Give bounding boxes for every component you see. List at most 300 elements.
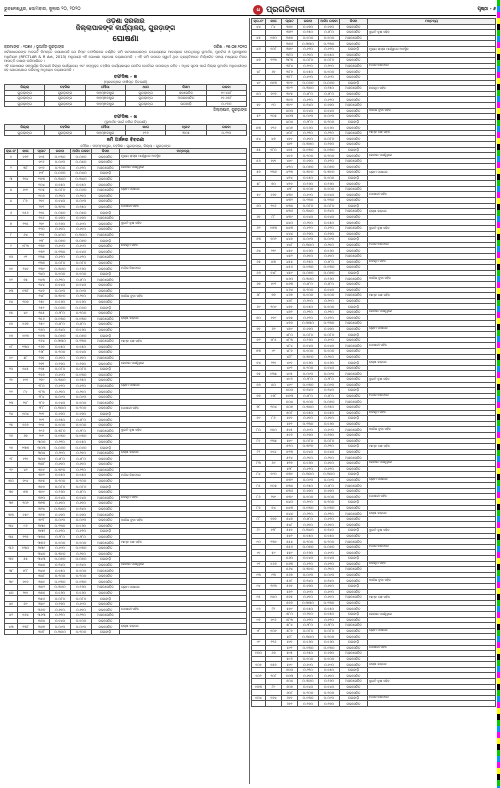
table-cell: ୨୨: [5, 389, 18, 395]
table-cell: ଜଳସେଚିତ: [92, 310, 120, 316]
table-cell: ଜଳସେଚିତ: [92, 159, 120, 165]
table-cell: ୦.୨୪୦: [50, 327, 71, 333]
table-cell: ଘରବାଡ଼ି: [340, 416, 368, 422]
table-cell: ୦.୧୫୦: [298, 533, 319, 539]
table-cell: ୭୨: [252, 337, 266, 343]
table-cell: ୦.୧୯୦: [71, 221, 92, 227]
table-cell: ୦.୩୦୦: [298, 472, 319, 478]
table-cell: ୬୪: [252, 248, 266, 254]
table-cell: ୩୭: [5, 557, 18, 563]
land-table-left: [4, 148, 247, 636]
table-cell: ୦.୦୯୦: [319, 114, 340, 120]
table-cell: ୦.୦୭୦: [71, 557, 92, 563]
table-cell: ମୁଖ୍ୟ ରାସ୍ତା ପାର୍ଶ୍ୱରେ ଅବସ୍ଥିତ: [368, 46, 496, 52]
table-cell: ୦.୧୨୦: [319, 516, 340, 522]
table-cell: ୨୦: [5, 366, 18, 372]
table-cell: ୦.୧୦୦: [71, 618, 92, 624]
table-cell: ୩୮୪: [282, 63, 298, 69]
table-cell: ୪୬୭: [282, 293, 298, 299]
table-cell: ଗୁରଡ଼ାଙ୍ଗ: [5, 90, 45, 96]
table-cell: ୦.୧୫୦: [319, 52, 340, 58]
table-cell: ୦.୧୮୦: [71, 322, 92, 328]
table-cell: ୦.୨୨୦: [50, 613, 71, 619]
table-cell: ୨୦୩: [34, 176, 50, 182]
table-cell: ୯୦: [252, 539, 266, 545]
table-cell: ଜଳସେଚିତ: [340, 52, 368, 58]
table-cell: ୦.୧୫୦: [319, 533, 340, 539]
table-cell: ୦.୨୫୦: [298, 651, 319, 657]
table-cell: ୦.୧୫୦: [50, 568, 71, 574]
table-cell: ୫୫୫: [282, 539, 298, 545]
table-cell: ୮୩: [252, 460, 266, 466]
table-cell: ୦.୩୪୦: [298, 209, 319, 215]
table-cell: ୫୧୧: [282, 416, 298, 422]
table-cell: ୦.୨୧୦: [71, 193, 92, 199]
table-cell: ଘରବାଡ଼ି: [340, 80, 368, 86]
table-cell: [368, 701, 496, 707]
table-cell: ଜଳସେଚିତ: [340, 309, 368, 315]
table-cell: ଜଳସେଚିତ: [340, 634, 368, 640]
table-cell: ଜଳସେଚିତ: [340, 142, 368, 148]
table-cell: ୫୫୨: [282, 533, 298, 539]
table-cell: ୦.୧୬୦: [319, 360, 340, 366]
table-cell: ୪୪୭: [282, 237, 298, 243]
table-cell: ଅଜଳସେଚିତ: [340, 343, 368, 349]
table-cell: ୨୧୫: [34, 210, 50, 216]
table-cell: ୦.୧୨୦: [319, 97, 340, 103]
table-cell: ୦.୯୬୦: [206, 101, 246, 107]
table-cell: ୩୨୩: [34, 501, 50, 507]
table-cell: ୦.୨୪୦: [50, 562, 71, 568]
schedule-b-title: ତଫସିଲ - ଖ: [113, 114, 138, 120]
table-cell: ୨୨୭: [34, 232, 50, 238]
table-cell: ୨: [5, 165, 18, 171]
table-cell: ବାଉଁଶ ବୁଦା ସହିତ: [120, 294, 247, 300]
table-cell: ୯୭: [252, 617, 266, 623]
table-cell: ୪୮୭: [282, 349, 298, 355]
table-cell: ଗୁରଡ଼ାଙ୍ଗ: [45, 101, 85, 107]
table-cell: ୩୭୫: [282, 35, 298, 41]
table-cell: ୩୯: [5, 579, 18, 585]
table-cell: ଜଳସେଚିତ: [340, 242, 368, 248]
table-cell: ୦.୦୮୦: [71, 596, 92, 602]
table-cell: ଅଜଳସେଚିତ: [340, 186, 368, 192]
table-cell: ଗ୍ରାମ ପାଖରେ: [368, 628, 496, 634]
table-cell: ୫୦: [266, 382, 282, 388]
table-cell: ୨୬୩: [34, 333, 50, 339]
table-cell: ୦.୨୩୦: [50, 249, 71, 255]
table-cell: ୮୭: [18, 199, 34, 205]
column-header: ରକବା: [206, 125, 246, 131]
table-cell: ୦.୨୭୦: [298, 701, 319, 707]
table-cell: ଜଳସେଚିତ: [92, 344, 120, 350]
table-cell: ୩୨୭: [34, 512, 50, 518]
schedule-a-title: ତଫସିଲ - କ: [113, 74, 138, 80]
table-cell: ୩୮୩: [282, 58, 298, 64]
table-cell: ଜଳସେଚିତ: [340, 494, 368, 500]
table-cell: [120, 629, 247, 635]
table-cell: ୫୧୨: [282, 421, 298, 427]
table-cell: ୦.୧୯୦: [50, 545, 71, 551]
table-cell: ୦.୧୨୦: [319, 315, 340, 321]
table-cell: ୨୦୨: [18, 501, 34, 507]
table-cell: ୯୩: [252, 572, 266, 578]
table-cell: ୦.୧୭୦: [50, 411, 71, 417]
table-cell: ୦.୨୨୦: [298, 511, 319, 517]
table-cell: ୧୨୬: [266, 125, 282, 131]
table-cell: ୪୯: [252, 80, 266, 86]
table-cell: ଜଳସେଚିତ: [340, 438, 368, 444]
table-cell: ୦.୨୪୦: [298, 578, 319, 584]
table-cell: ୦.୧୭୦: [50, 215, 71, 221]
table-cell: ଅଜଳସେଚିତ: [340, 483, 368, 489]
table-cell: ଘରବାଡ଼ି: [340, 147, 368, 153]
table-cell: ୧୬: [5, 322, 18, 328]
table-cell: ୫୬୮: [282, 578, 298, 584]
left-column: [4, 18, 247, 784]
table-cell: ୧୪୦: [266, 595, 282, 601]
table-cell: ୦.୧୫୦: [319, 410, 340, 416]
table-cell: ୦.୧୪୦: [319, 214, 340, 220]
table-cell: ୨୩୯: [34, 266, 50, 272]
table-cell: ୦.୩୦୦: [319, 472, 340, 478]
table-cell: ଘରବାଡ଼ି: [340, 388, 368, 394]
table-cell: ୦.୨୪୦: [71, 506, 92, 512]
table-cell: ଜଳସେଚିତ: [340, 231, 368, 237]
table-cell: ୦.୧୫୦: [298, 304, 319, 310]
table-cell: ୦.୧୪୦: [50, 618, 71, 624]
table-cell: ୦.୧୪୦: [50, 400, 71, 406]
table-cell: ଅଜଳସେଚିତ: [340, 455, 368, 461]
table-cell: ୦.୧୩୦: [71, 434, 92, 440]
table-cell: ବାଉଁଶ ବୁଦା ସହିତ: [368, 108, 496, 114]
table-cell: ୦.୩୨୦: [50, 467, 71, 473]
table-cell: ୮୯: [266, 684, 282, 690]
table-cell: ମନ୍ଦିର ନିକଟରେ: [368, 63, 496, 69]
table-cell: ୨୧୧: [34, 199, 50, 205]
table-cell: ଘରବାଡ଼ି: [340, 360, 368, 366]
column-header: ଜିଲ୍ଲା: [5, 125, 45, 131]
table-cell: ୦.୨୯୦: [298, 500, 319, 506]
table-cell: ୦.୦୯୦: [71, 394, 92, 400]
table-cell: ୨୮୦: [34, 383, 50, 389]
column-header: ଖାତା: [266, 19, 282, 25]
table-cell: ୦.୧୪୦: [319, 287, 340, 293]
table-cell: ୨୧୧: [18, 590, 34, 596]
table-cell: ୦.୧୮୦: [71, 417, 92, 423]
table-cell: ୦.୧୦୦: [71, 540, 92, 546]
table-cell: ୦.୧୧୦: [71, 462, 92, 468]
table-cell: ୩୯୫: [282, 91, 298, 97]
table-cell: ୦.୦୮୦: [50, 260, 71, 266]
table-cell: ଘରବାଡ଼ି: [340, 46, 368, 52]
table-cell: ୦.୩୦୦: [298, 242, 319, 248]
table-cell: ୫୬୪: [282, 567, 298, 573]
table-cell: ୭୩: [252, 349, 266, 355]
table-cell: ଜଳସେଚିତ: [166, 90, 206, 96]
table-cell: ୩୬୩: [34, 613, 50, 619]
table-cell: ୦.୨୫୦: [298, 30, 319, 36]
table-cell: ୯୩: [266, 572, 282, 578]
table-cell: ୮୪: [266, 24, 282, 30]
table-cell: ୦.୩୬୦: [50, 266, 71, 272]
table-cell: ୫୬୭: [282, 572, 298, 578]
table-cell: ୦.୨୩୦: [71, 338, 92, 344]
table-cell: ୬୩: [252, 237, 266, 243]
table-cell: ୦.୨୦୦: [71, 406, 92, 412]
table-cell: ୦.୧୭୦: [298, 24, 319, 30]
table-cell: ଜଳସେଚିତ: [340, 315, 368, 321]
table-cell: ୨୭: [5, 445, 18, 451]
table-cell: ୦.୧୯୦: [298, 192, 319, 198]
column-divider: [249, 18, 250, 784]
table-cell: ୫୫୧: [282, 528, 298, 534]
table-cell: ୦.୦୮୦: [319, 628, 340, 634]
table-cell: ୦.୨୦୦: [319, 119, 340, 125]
table-cell: ୦.୦୯୦: [298, 477, 319, 483]
table-cell: [266, 701, 282, 707]
table-cell: ୧୭୨: [18, 154, 34, 160]
table-cell: ୦.୧୯୦: [298, 74, 319, 80]
table-cell: ଜଳସେଚିତ: [340, 58, 368, 64]
table-cell: ୦.୨୦୦: [319, 690, 340, 696]
table-cell: ୦.୨୫୦: [319, 86, 340, 92]
table-cell: ୩୦୩: [34, 445, 50, 451]
table-cell: ୭୯: [18, 601, 34, 607]
table-cell: ୯୨: [252, 561, 266, 567]
table-cell: ୫୮୦: [282, 611, 298, 617]
table-cell: ୦.୧୪୦: [71, 249, 92, 255]
table-cell: ୪୮୩: [282, 337, 298, 343]
table-cell: ୦.୧୨୦: [71, 383, 92, 389]
table-cell: ୧୮୩: [18, 243, 34, 249]
table-cell: ୩୨୦: [34, 495, 50, 501]
table-cell: ୦.୧୦୦: [319, 494, 340, 500]
table-cell: ଅଜଳସେଚିତ: [92, 215, 120, 221]
table-cell: ୫୯: [266, 550, 282, 556]
table-cell: ୪୭୯: [282, 326, 298, 332]
table-cell: ଜଳସେଚିତ: [340, 192, 368, 198]
table-cell: ୧୮୫: [266, 337, 282, 343]
table-cell: ୨୫୯: [34, 322, 50, 328]
table-cell: ୦.୦୯୦: [50, 517, 71, 523]
table-cell: ୦.୧୫୦: [298, 69, 319, 75]
table-cell: ଅଜଳସେଚିତ: [340, 63, 368, 69]
table-cell: ୦.୧୦୦: [319, 293, 340, 299]
table-cell: ୦.୧୮୦: [319, 281, 340, 287]
table-cell: ଘରବାଡ଼ି: [340, 528, 368, 534]
table-cell: ୯୫: [252, 595, 266, 601]
table-cell: ୨୦୬: [34, 193, 50, 199]
table-cell: ୦.୧୬୦: [71, 299, 92, 305]
table-cell: ଜଳସେଚିତ: [340, 628, 368, 634]
column-header: ମନ୍ତବ୍ୟ: [368, 19, 496, 25]
table-cell: ୦.୦୮୦: [319, 203, 340, 209]
table-cell: ୦.୨୪୦: [319, 388, 340, 394]
table-cell: ଗ୍ରାମ ପାଖରେ: [368, 170, 496, 176]
table-cell: ୦.୧୨୦: [298, 617, 319, 623]
table-cell: କେନାଲ ପାର୍ଶ୍ୱରେ: [368, 153, 496, 159]
table-cell: ୧୮: [5, 344, 18, 350]
table-cell: ୬୧: [266, 69, 282, 75]
table-cell: ୧: [5, 154, 18, 160]
table-cell: ୪୪୦: [282, 220, 298, 226]
table-cell: ଜଳସେଚିତ: [92, 389, 120, 395]
schedule-b-subtitle: (ଭୂଅର୍ଜନ ପାଇଁ ଜମିର ବିବରଣୀ): [104, 120, 147, 125]
table-cell: ୧୪୫: [18, 366, 34, 372]
table-cell: ୦.୧୯୦: [298, 589, 319, 595]
table-cell: ଦୁଇଟି ବୃକ୍ଷ ସହିତ: [120, 221, 247, 227]
table-cell: ୩୦୫: [166, 130, 206, 136]
table-cell: ଅଜଳସେଚିତ: [92, 277, 120, 283]
table-cell: ୪୯୯: [282, 382, 298, 388]
table-cell: ଜଳସେଚିତ: [340, 662, 368, 668]
table-cell: ୦.୧୮୦: [50, 456, 71, 462]
table-cell: ୦.୧୨୦: [71, 255, 92, 261]
table-cell: ମହମ୍ମଦପୁର: [85, 96, 125, 102]
table-cell: ଜଳସେଚିତ: [340, 673, 368, 679]
table-cell: ୨୪୧: [18, 266, 34, 272]
table-cell: ଅଜଳସେଚିତ: [92, 165, 120, 171]
table-cell: ୨୨୬: [266, 639, 282, 645]
table-cell: ଜଳସେଚିତ: [92, 601, 120, 607]
table-cell: ୦.୨୦୦: [319, 634, 340, 640]
table-cell: ୫୫୬: [282, 544, 298, 550]
collector-signature: ଜିଲ୍ଲାପାଳ, ଗୁରଡ଼ାଙ୍ଗ: [213, 107, 247, 113]
table-cell: ୦.୧୩୦: [298, 265, 319, 271]
table-cell: ଜଳସେଚିତ: [340, 69, 368, 75]
table-cell: ଜଳସେଚିତ: [92, 534, 120, 540]
table-cell: ୫୭: [252, 170, 266, 176]
table-cell: ୦.୧୦୦: [71, 422, 92, 428]
table-cell: ଘରବାଡ଼ି: [166, 101, 206, 107]
table-cell: ୩୫୨: [34, 585, 50, 591]
table-cell: ୫୨୪: [282, 455, 298, 461]
table-cell: ୦.୦୮୦: [298, 628, 319, 634]
table-cell: ୪୪୮: [282, 242, 298, 248]
table-cell: ଜଳସେଚିତ: [340, 382, 368, 388]
table-cell: ଜଳସେଚିତ: [92, 462, 120, 468]
table-cell: ଜଳସେଚିତ: [340, 248, 368, 254]
table-cell: ୫୩: [252, 125, 266, 131]
table-cell: ଘରବାଡ଼ି: [340, 556, 368, 562]
column-header: କିସମ: [92, 148, 120, 154]
table-cell: ୦.୧୪୦: [319, 192, 340, 198]
table-cell: ୨୯୧: [34, 411, 50, 417]
table-cell: ଅଜଳସେଚିତ: [340, 321, 368, 327]
table-cell: ୦.୨୪୦: [319, 578, 340, 584]
table-cell: ୩୪୮: [34, 573, 50, 579]
table-cell: ୨୧୨: [34, 204, 50, 210]
table-cell: ୧୭୦: [266, 35, 282, 41]
table-cell: ୬୭: [252, 281, 266, 287]
table-cell: ଜଳସେଚିତ: [340, 170, 368, 176]
table-cell: ଜଳସେଚିତ: [340, 125, 368, 131]
table-cell: ୦.୧୪୦: [319, 108, 340, 114]
table-cell: ୦.୧୧୦: [50, 227, 71, 233]
table-cell: ୦.୦୯୦: [298, 237, 319, 243]
table-cell: ୬୦୮: [282, 690, 298, 696]
table-cell: ୧୦୧: [252, 662, 266, 668]
table-cell: ୦.୧୩୦: [319, 147, 340, 153]
table-cell: ୦.୧୯୦: [319, 662, 340, 668]
table-cell: ଅଜଳସେଚିତ: [340, 651, 368, 657]
table-cell: ଅଜଳସେଚିତ: [92, 450, 120, 456]
table-cell: ଜଳସେଚିତ: [92, 266, 120, 272]
table-cell: ଜଳସେଚିତ: [92, 176, 120, 182]
table-cell: ଜଳସେଚିତ: [92, 501, 120, 507]
table-cell: ଘରବାଡ଼ି: [92, 210, 120, 216]
table-cell: ୩୫୬: [34, 596, 50, 602]
table-cell: ୬୧: [252, 214, 266, 220]
table-cell: ୦.୧୩୦: [50, 316, 71, 322]
table-cell: ଜଳସେଚିତ: [92, 434, 120, 440]
table-cell: ୦.୩୬୦: [298, 276, 319, 282]
table-cell: ୦.୧୪୦: [298, 108, 319, 114]
table-cell: ଜଳସେଚିତ: [340, 214, 368, 220]
table-cell: ୫୦୭: [282, 404, 298, 410]
table-cell: ୦.୧୭୦: [71, 512, 92, 518]
table-cell: ୨୨୩: [266, 58, 282, 64]
table-cell: ୧୬୮: [266, 393, 282, 399]
masthead: [4, 4, 496, 16]
table-cell: ୪୪୩: [282, 225, 298, 231]
table-cell: ୦.୨୮୦: [319, 377, 340, 383]
table-cell: ୦.୦୭୦: [298, 270, 319, 276]
table-cell: ୦.୨୬୦: [298, 181, 319, 187]
table-cell: ୦.୦୯୦: [298, 572, 319, 578]
table-cell: ୦.୧୭୦: [319, 651, 340, 657]
table-cell: ଜଳସେଚିତ: [340, 690, 368, 696]
table-cell: ୦.୧୦୦: [71, 271, 92, 277]
table-cell: ୩୬୦: [34, 607, 50, 613]
table-cell: ନଳକୂପ ସହିତ: [368, 259, 496, 265]
table-cell: ୦.୧୨୦: [50, 383, 71, 389]
table-cell: ୨୨୧: [266, 360, 282, 366]
table-cell: ୦.୧୩୦: [298, 382, 319, 388]
table-cell: ୦.୨୮୦: [71, 534, 92, 540]
table-cell: ୫୯୫: [282, 651, 298, 657]
table-cell: ୫୮୭: [282, 628, 298, 634]
table-cell: ୩୬: [5, 545, 18, 551]
govt-name: ଓଡ଼ିଶା ସରକାର: [106, 18, 145, 25]
notice-header: [4, 18, 247, 43]
table-cell: ମୁଖ୍ୟ ରାସ୍ତା ପାର୍ଶ୍ୱରେ ଅବସ୍ଥିତ: [120, 154, 247, 160]
table-cell: ୦.୧୮୦: [71, 277, 92, 283]
table-cell: ୦.୧୩୦: [71, 545, 92, 551]
column-header: କ୍ର.ନଂ: [6, 149, 16, 154]
table-cell: ୦.୨୮୦: [298, 623, 319, 629]
table-cell: ୦.୧୫୦: [71, 473, 92, 479]
table-cell: ଘରବାଡ଼ି: [340, 444, 368, 450]
table-cell: ୦.୧୫୦: [50, 182, 71, 188]
table-cell: ୦.୧୮୦: [319, 91, 340, 97]
table-cell: ୦.୨୬୦: [298, 337, 319, 343]
table-cell: ୫୩୫: [282, 483, 298, 489]
table-cell: ଅଜଳସେଚିତ: [340, 623, 368, 629]
table-cell: ୮୨: [266, 606, 282, 612]
table-cell: ୫୧୬: [282, 432, 298, 438]
table-cell: ୦.୧୪୦: [298, 343, 319, 349]
table-cell: ୨୨୯: [266, 248, 282, 254]
table-cell: ଘରବାଡ଼ି: [340, 500, 368, 506]
column-header: ରକବା: [50, 148, 71, 154]
table-cell: ୪୭: [266, 136, 282, 142]
table-cell: ୩୪୦: [34, 551, 50, 557]
table-cell: ୭୪: [252, 360, 266, 366]
table-cell: ଗୁରଡ଼ାଙ୍ଗ: [5, 101, 45, 107]
table-cell: ୪୯: [18, 310, 34, 316]
